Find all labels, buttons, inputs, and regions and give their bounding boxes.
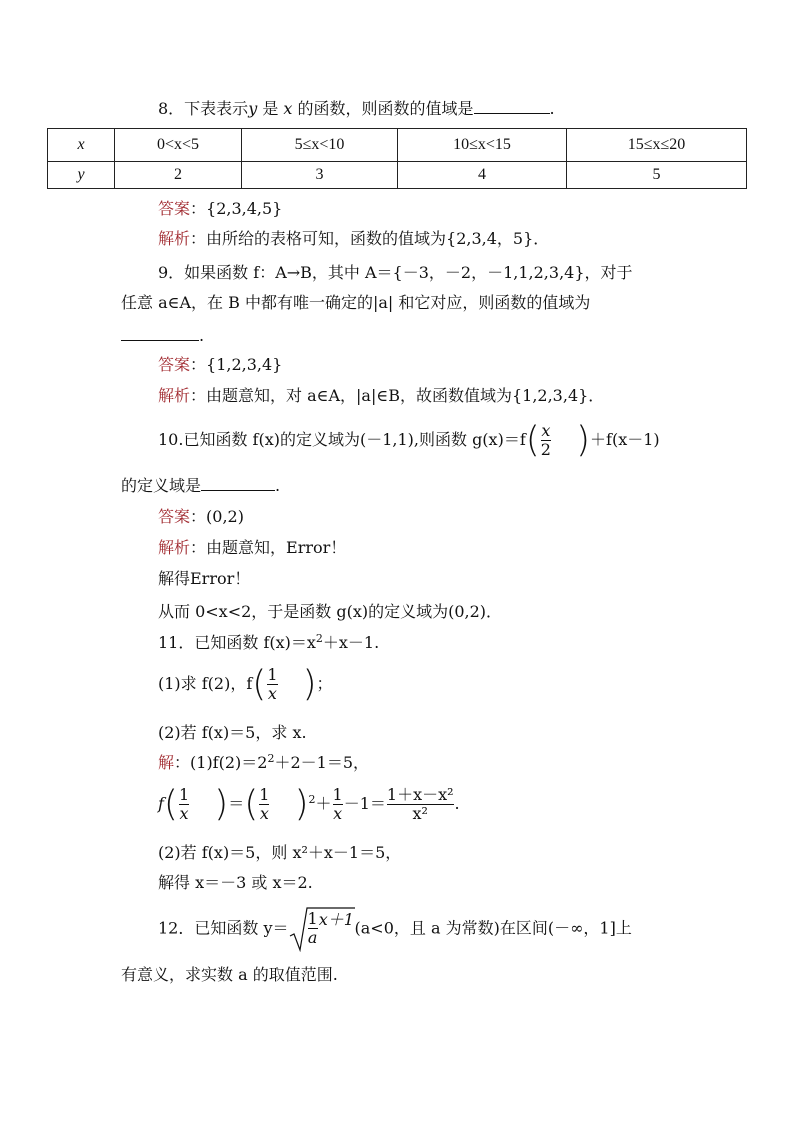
fraction: $\frac{1}{x}$ <box>259 785 270 823</box>
table-row <box>48 129 747 162</box>
q8-analysis: 解析：由所给的表格可知，函数的值域为{2,3,4，5}． <box>158 229 550 248</box>
q8-answer: 答案：{2,3,4,5} <box>158 199 283 218</box>
table-cell: 5≤x<10 <box>242 129 398 162</box>
table-cell: x <box>48 129 115 162</box>
fraction: $\frac{\text{1＋x－x²}}{\text{x²}}$ <box>386 785 454 823</box>
q11-solution-l4: 解得 x＝－3 或 x＝2. <box>158 873 313 892</box>
q9-blank-line: . <box>121 324 204 347</box>
q11-solution-l3: (2)若 f(x)＝5，则 x²＋x－1＝5， <box>158 843 402 862</box>
q9-line1: 9．如果函数 f：A→B，其中 A＝{－3，－2，－1,1,2,3,4}，对于 <box>158 263 633 282</box>
q10-analysis: 解析：由题意知，Error！ <box>158 538 347 557</box>
fraction: $\frac{1}{x}$ <box>332 785 343 823</box>
q11-part1: (1)求 f(2)，f( $\frac{1}{x}$ )； <box>158 663 333 705</box>
table-cell: 4 <box>398 162 567 189</box>
table-cell: 0<x<5 <box>115 129 242 162</box>
value-table <box>47 128 747 189</box>
fraction: $\frac{1}{x}$ <box>267 665 278 703</box>
table-row <box>48 162 747 189</box>
table-cell: y <box>48 162 115 189</box>
table-cell: 5 <box>567 162 747 189</box>
answer-blank <box>474 97 550 114</box>
q10-line4: 从而 0<x<2，于是函数 g(x)的定义域为(0,2)． <box>158 602 503 621</box>
answer-blank <box>121 324 199 341</box>
fraction: $\frac{1}{x}$ <box>178 785 190 823</box>
q11-solution-l1: 解：$(1)f(2)=2^2+2-1=5$， <box>158 752 369 772</box>
square-root: $\frac{1}{a}$ x＋1 <box>289 906 355 952</box>
q11-solution-l2: f( $\frac{1}{x}$ )＝( $\frac{1}{x}$ )$^2$＋ $\frac{1}{x}$ －1＝ $\frac{\text{1＋x－x²}}{\text{x²}}$ . <box>158 783 460 825</box>
q9-line2: 任意 a∈A，在 B 中都有唯一确定的|a| 和它对应，则函数的值域为 <box>121 293 591 312</box>
fraction: $\frac{1}{a}$ <box>307 909 318 947</box>
q8-stem: 8．下表表示y 是 x 的函数，则函数的值域是 . <box>158 99 555 118</box>
q10-line3: 解得Error！ <box>158 569 251 588</box>
q12-line2: 有意义，求实数 a 的取值范围. <box>121 965 338 984</box>
q12-stem: 12．已知函数 y＝ $\frac{1}{a}$ x＋1 (a<0，且 a 为常数)在区间(－∞，1]上 <box>158 906 632 952</box>
q10-line2: 的定义域是 . <box>121 476 281 495</box>
q11-stem: 11．已知函数 $f(x)=x^2+x-1$. <box>158 632 380 652</box>
q10-answer: 答案：(0,2) <box>158 507 244 526</box>
q9-analysis: 解析：由题意知，对 a∈A，|a|∈B，故函数值域为{1,2,3,4}． <box>158 386 605 405</box>
table-cell: 10≤x<15 <box>398 129 567 162</box>
q9-answer: 答案：{1,2,3,4} <box>158 355 283 374</box>
table-cell: 15≤x≤20 <box>567 129 747 162</box>
q10-stem: 10.已知函数 f(x)的定义域为(－1,1),则函数 g(x)＝f( $\frac{x}{2}$ )＋f(x－1) <box>158 419 660 461</box>
q11-part2: (2)若 f(x)＝5，求 x. <box>158 723 307 742</box>
table-cell: 2 <box>115 162 242 189</box>
table-cell: 3 <box>242 162 398 189</box>
fraction: $\frac{x}{2}$ <box>540 421 551 459</box>
answer-blank <box>201 474 275 491</box>
